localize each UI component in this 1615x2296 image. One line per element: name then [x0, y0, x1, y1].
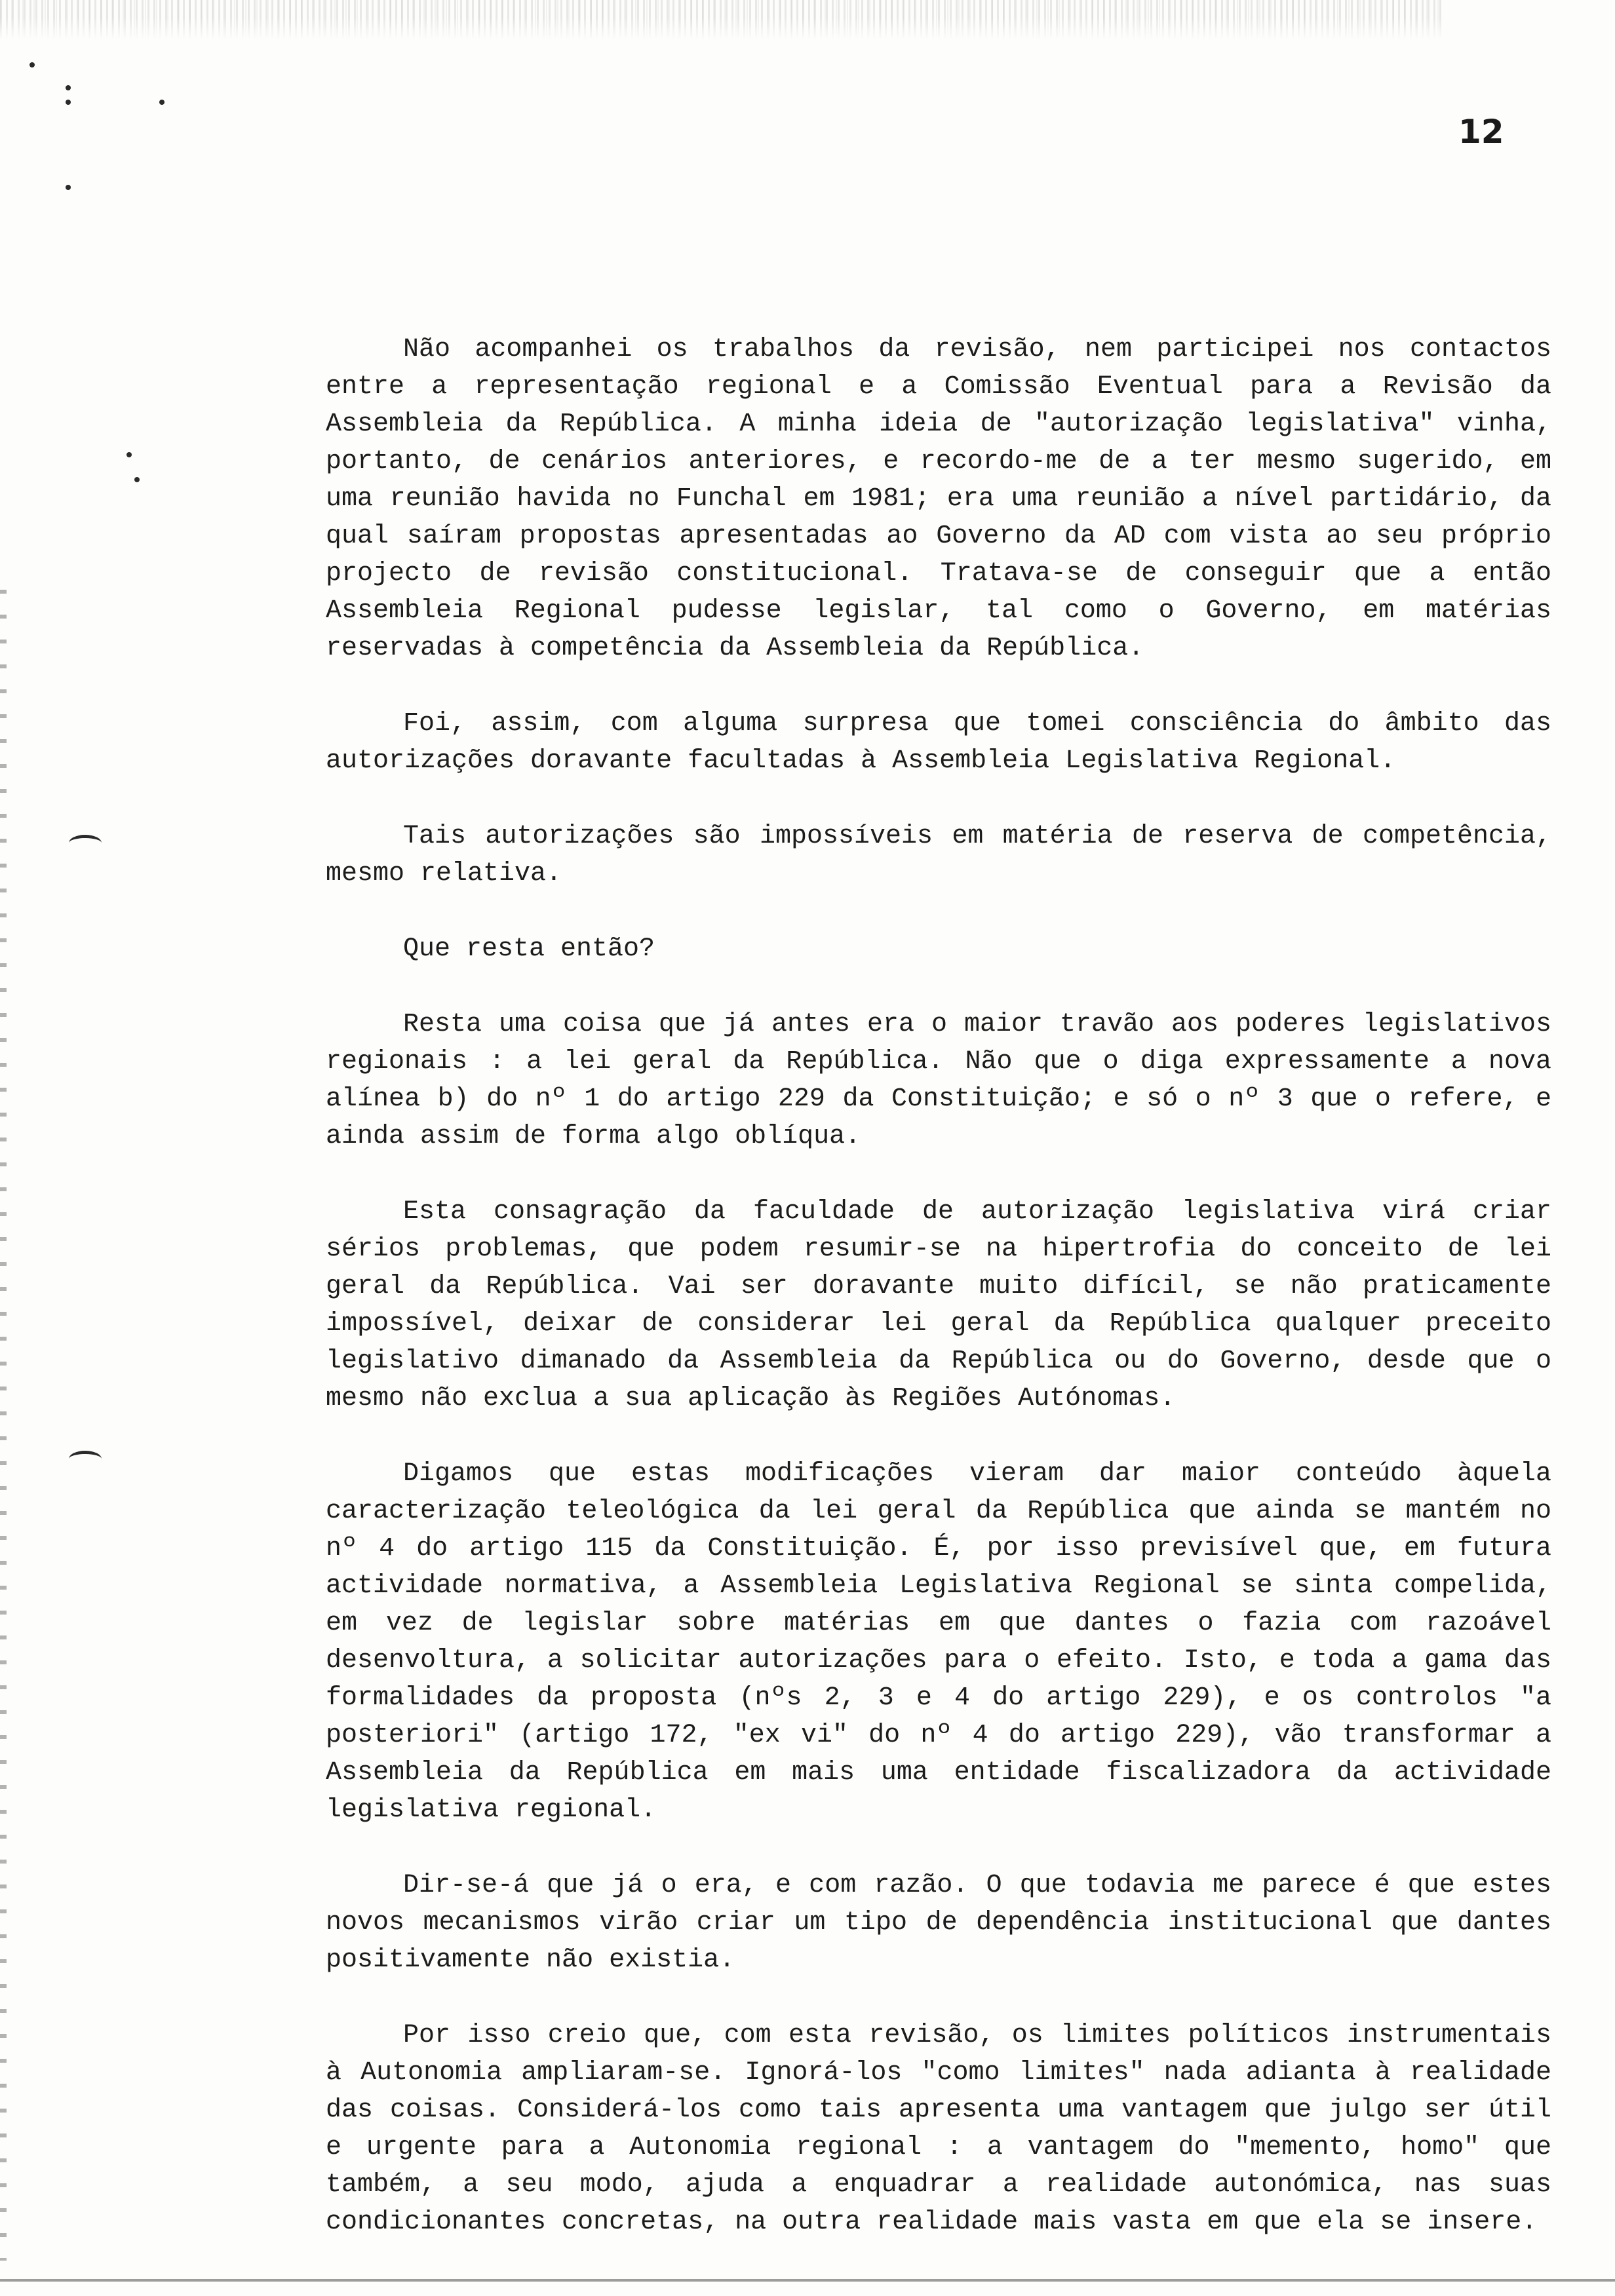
scan-bottom-edge: [0, 2279, 1615, 2282]
page-number: 12: [1458, 113, 1504, 151]
scan-speck: [66, 185, 71, 190]
scan-speck: [66, 85, 71, 90]
scan-speck: [159, 100, 165, 105]
scan-speck: [126, 452, 132, 457]
margin-mark: [69, 835, 102, 851]
scan-edge-noise: [0, 0, 1442, 39]
punch-hole-trail: [0, 590, 7, 2261]
document-body: [326, 331, 1551, 2241]
scan-speck: [66, 100, 71, 105]
paragraph-3: Tais autorizações são impossíveis em matéria de reserva de competência, mesmo relativa.: [326, 822, 1551, 889]
margin-mark: [69, 1451, 102, 1467]
scan-speck: [29, 62, 35, 67]
paragraph-1: Não acompanhei os trabalhos da revisão, nem participei nos contactos entre a representação regional e a Comissão Eventual para a Revisão da Assembleia da República. A minha ideia de "autorização legislativa" vinha, portanto, de cenários anteriores, e recordo-me de a ter mesmo sugerido, em uma reunião havida no Funchal em 1981; era uma reunião a nível partidário, da qual saíram propostas apresentadas ao Governo da AD com vista ao seu próprio projecto de revisão constitucional. Tratava-se de conseguir que a então Assembleia Regional pudesse legislar, tal como o Governo, em matérias reservadas à competência da Assembleia da República.: [326, 335, 1551, 663]
paragraph-8: Dir-se-á que já o era, e com razão. O que todavia me parece é que estes novos mecanismos virão criar um tipo de dependência institucional que dantes positivamente não existia.: [326, 1871, 1551, 1975]
paragraph-5: Resta uma coisa que já antes era o maior travão aos poderes legislativos regionais : a lei geral da República. Não que o diga expressamente a nova alínea b) do nº 1 do artigo 229 da Constituição; e só o nº 3 que o refere, e ainda assim de forma algo oblíqua.: [326, 1010, 1551, 1151]
paragraph-6: Esta consagração da faculdade de autorização legislativa virá criar sérios problemas, que podem resumir-se na hipertrofia do conceito de lei geral da República. Vai ser doravante muito difícil, se não praticamente impossível, deixar de considerar lei geral da República qualquer preceito legislativo dimanado da Assembleia da República ou do Governo, desde que o mesmo não exclua a sua aplicação às Regiões Autónomas.: [326, 1197, 1551, 1413]
scan-speck: [134, 477, 140, 482]
paragraph-4: Que resta então?: [403, 934, 655, 964]
paragraph-7: Digamos que estas modificações vieram dar maior conteúdo àquela caracterização teleológica da lei geral da República que ainda se mantém no nº 4 do artigo 115 da Constituição. É, por isso previsível que, em futura actividade normativa, a Assembleia Legislativa Regional se sinta compelida, em vez de legislar sobre matérias em que dantes o fazia com razoável desenvoltura, a solicitar autorizações para o efeito. Isto, e toda a gama das formalidades da proposta (nºs 2, 3 e 4 do artigo 229), e os controlos "a posteriori" (artigo 172, "ex vi" do nº 4 do artigo 229), vão transformar a Assembleia da República em mais uma entidade fiscalizadora da actividade legislativa regional.: [326, 1459, 1551, 1825]
paragraph-2: Foi, assim, com alguma surpresa que tomei consciência do âmbito das autorizações doravante facultadas à Assembleia Legislativa Regional.: [326, 709, 1551, 776]
paragraph-9: Por isso creio que, com esta revisão, os limites políticos instrumentais à Autonomia ampliaram-se. Ignorá-los "como limites" nada adianta à realidade das coisas. Considerá-los como tais apresenta uma vantagem que julgo ser útil e urgente para a Autonomia regional : a vantagem do "memento, homo" que também, a seu modo, ajuda a enquadrar a realidade autonómica, nas suas condicionantes concretas, na outra realidade mais vasta em que ela se insere.: [326, 2021, 1551, 2237]
